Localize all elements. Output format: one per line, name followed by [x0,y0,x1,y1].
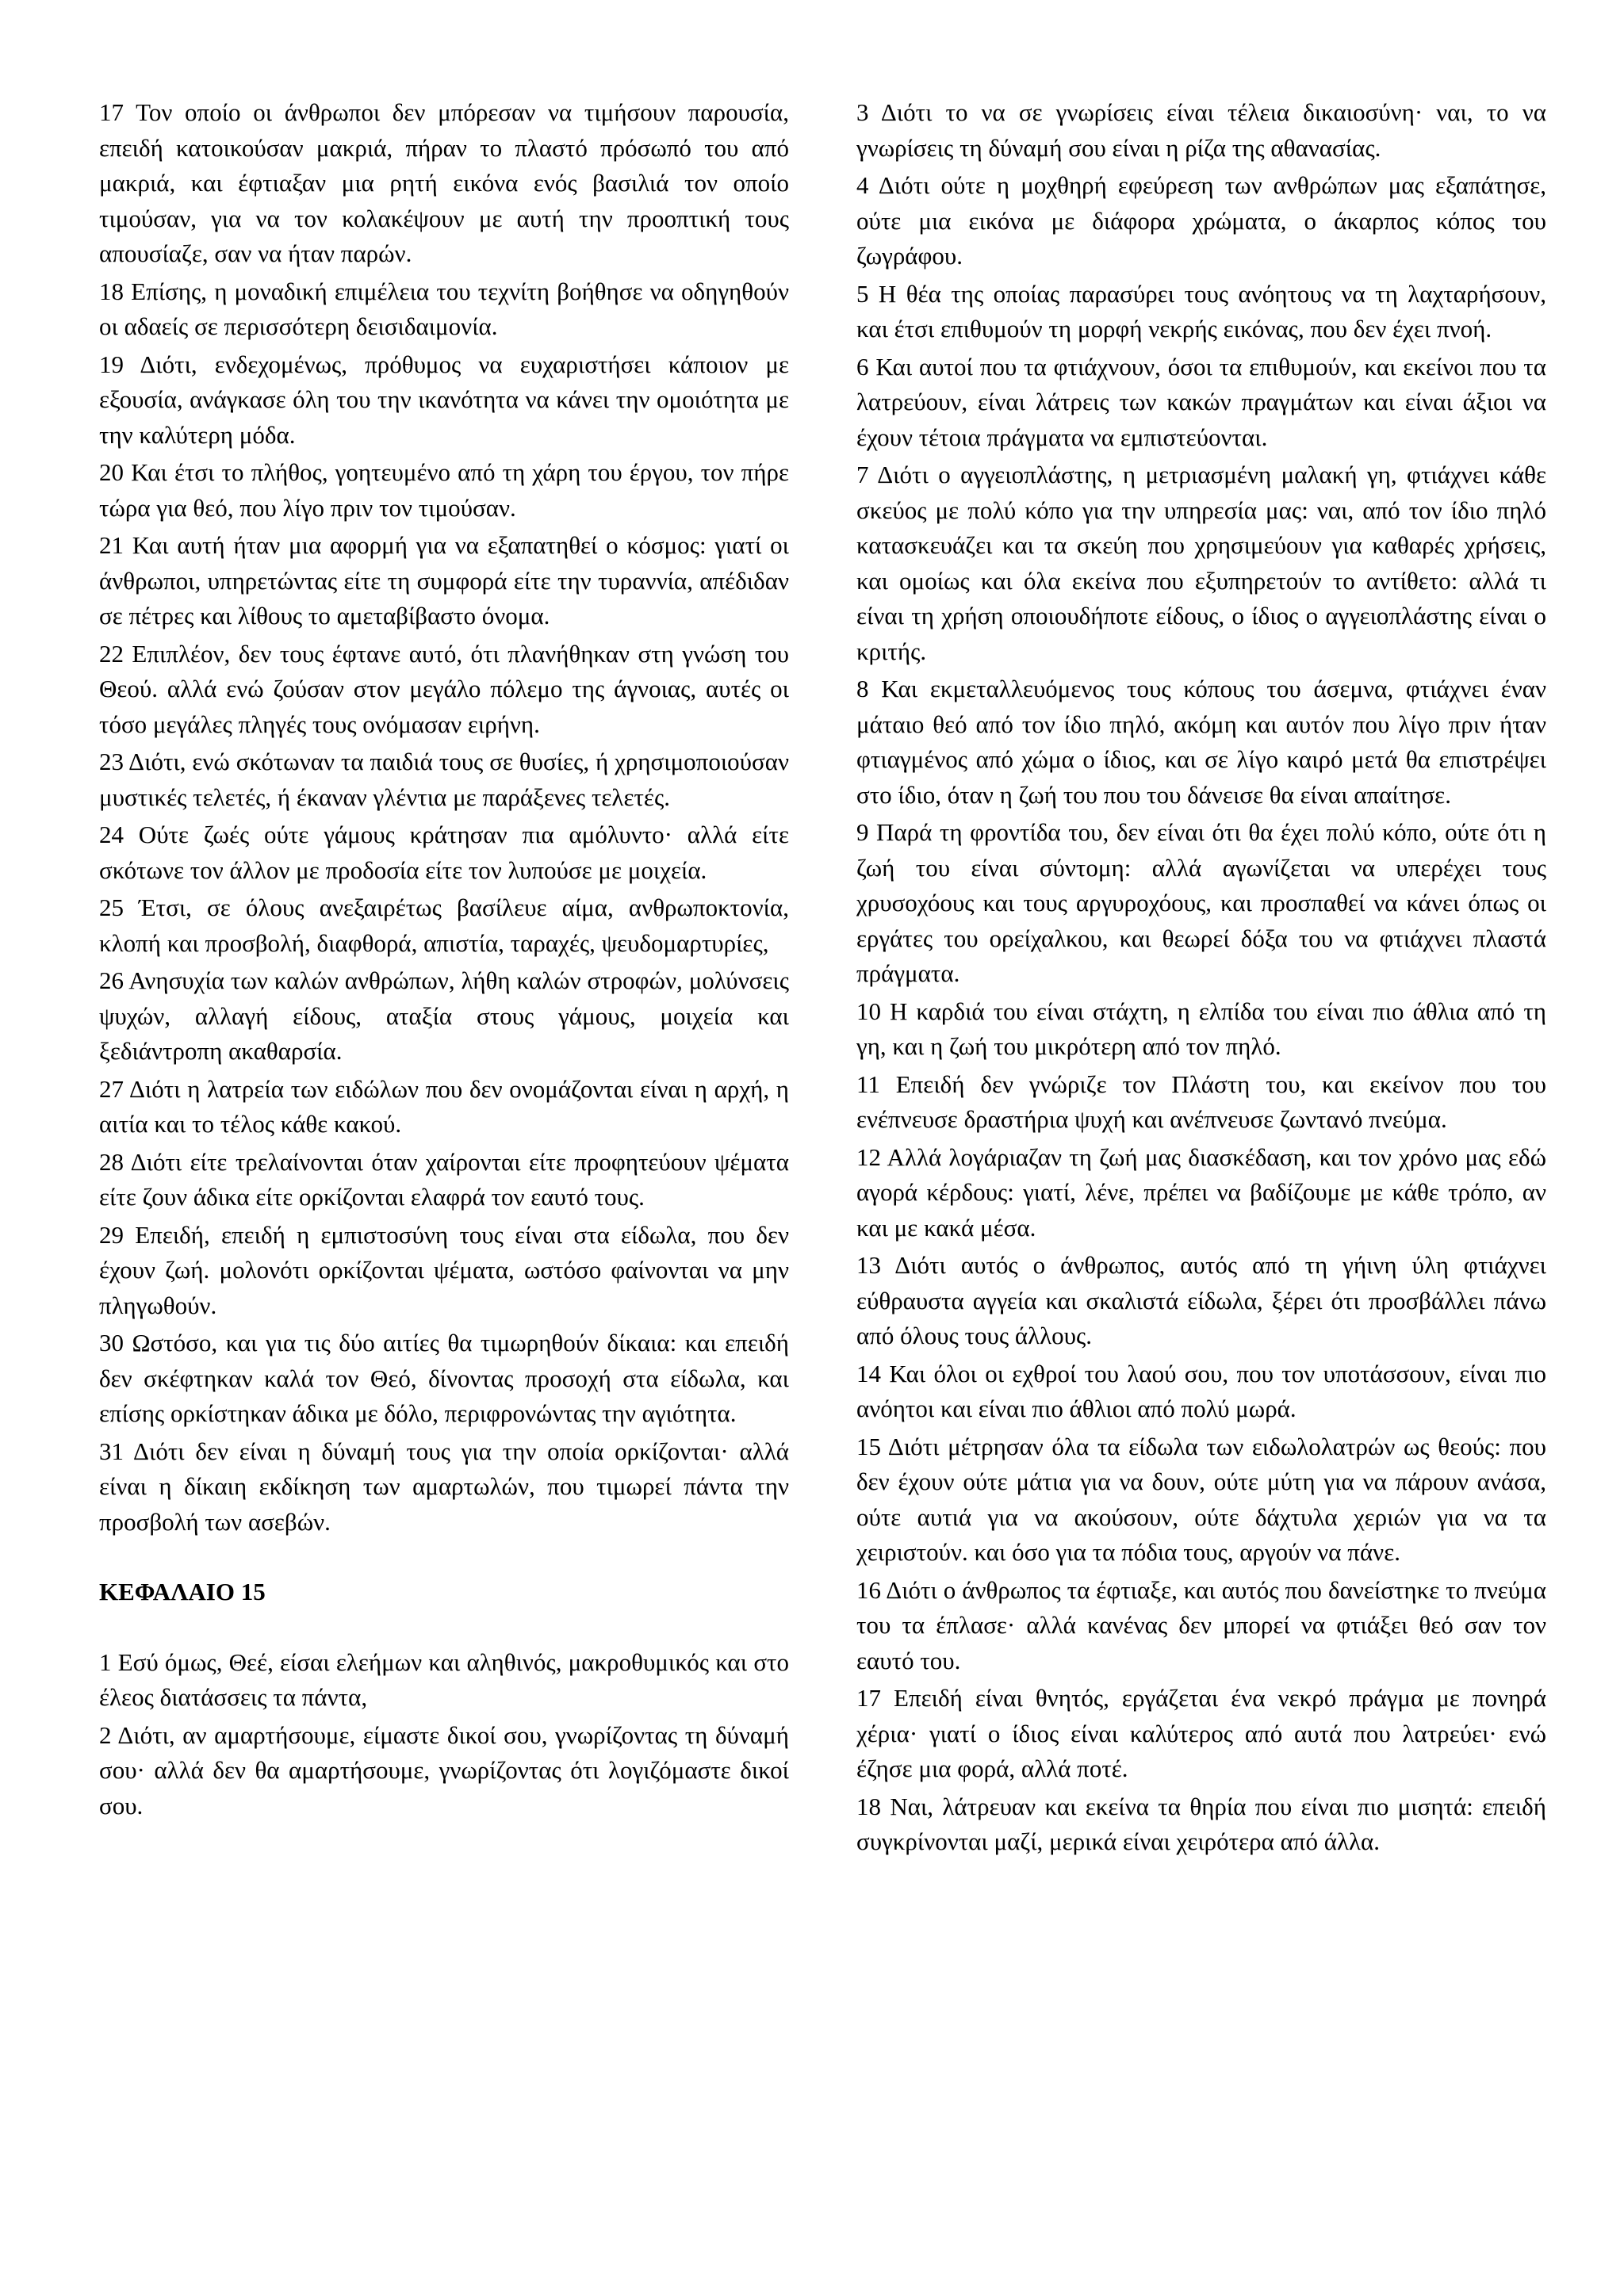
verse-paragraph: 18 Ναι, λάτρευαν και εκείνα τα θηρία που είναι πιο μισητά: επειδή συγκρίνονται μαζί, μερικά είναι χειρότερα από άλλα. [856,1792,1546,1855]
chapter-heading: ΚΕΦΑΛΑΙΟ 15 [99,1578,266,1605]
verse-paragraph: 2 Διότι, αν αμαρτήσουμε, είμαστε δικοί σου, γνωρίζοντας τη δύναμή σου· αλλά δεν θα αμαρτήσουμε, γνωρίζοντας ότι λογιζόμαστε δικοί σου. [99,1720,789,1820]
verse-paragraph: 25 Έτσι, σε όλους ανεξαιρέτως βασίλευε αίμα, ανθρωποκτονία, κλοπή και προσβολή, διαφθορά, απιστία, ταραχές, ψευδομαρτυρίες, [99,894,789,957]
verse-paragraph: 3 Διότι το να σε γνωρίσεις είναι τέλεια δικαιοσύνη· ναι, το να γνωρίσεις τη δύναμή σου είναι η ρίζα της αθανασίας. [856,98,1546,162]
verse-paragraph: 15 Διότι μέτρησαν όλα τα είδωλα των ειδωλολατρών ως θεούς: που δεν έχουν ούτε μάτια για να δουν, ούτε μύτη για να πάρουν ανάσα, ούτε αυτιά για να ακούσουν, ούτε δάχτυλα χεριών για να τα χειριστούν. και όσο για τα πόδια τους, αργούν να πάνε. [856,1432,1546,1566]
right-column [856,95,1546,1862]
verse-paragraph: 30 Ωστόσο, και για τις δύο αιτίες θα τιμωρηθούν δίκαια: και επειδή δεν σκέφτηκαν καλά τον Θεό, δίνοντας προσοχή στα είδωλα, και επίσης ορκίστηκαν άδικα με δόλο, περιφρονώντας την αγιότητα. [99,1329,789,1427]
verse-paragraph: 27 Διότι η λατρεία των ειδώλων που δεν ονομάζονται είναι η αρχή, η αιτία και το τέλος κάθε κακού. [99,1074,789,1138]
verse-paragraph: 22 Επιπλέον, δεν τους έφτανε αυτό, ότι πλανήθηκαν στη γνώση του Θεού. αλλά ενώ ζούσαν στον μεγάλο πόλεμο της άγνοιας, αυτές οι τόσο μεγάλες πληγές τους ονόμασαν ειρήνη. [99,639,789,738]
verse-paragraph: 28 Διότι είτε τρελαίνονται όταν χαίρονται είτε προφητεύουν ψέματα είτε ζουν άδικα είτε ορκίζονται ελαφρά τον εαυτό τους. [99,1147,789,1211]
verse-paragraph: 6 Και αυτοί που τα φτιάχνουν, όσοι τα επιθυμούν, και εκείνοι που τα λατρεύουν, είναι λάτρεις των κακών πραγμάτων και είναι άξιοι να έχουν τέτοια πράγματα να εμπιστεύονται. [856,352,1546,451]
verse-paragraph: 5 Η θέα της οποίας παρασύρει τους ανόητους να τη λαχταρήσουν, και έτσι επιθυμούν τη μορφή νεκρής εικόνας, που δεν έχει πνοή. [856,279,1546,342]
right-verses-block [856,95,1546,1860]
verse-paragraph: 23 Διότι, ενώ σκότωναν τα παιδιά τους σε θυσίες, ή χρησιμοποιούσαν μυστικές τελετές, ή έκαναν γλέντια με παράξενες τελετές. [99,748,789,811]
verse-paragraph: 11 Επειδή δεν γνώριζε τον Πλάστη του, και εκείνον που του ενέπνευσε δραστήρια ψυχή και ανέπνευσε ζωντανό πνεύμα. [856,1070,1546,1133]
verse-paragraph: 1 Εσύ όμως, Θεέ, είσαι ελεήμων και αληθινός, μακροθυμικός και στο έλεος διατάσσεις τα πάντα, [99,1647,789,1711]
verse-paragraph: 26 Ανησυχία των καλών ανθρώπων, λήθη καλών στροφών, μολύνσεις ψυχών, αλλαγή είδους, αταξία στους γάμους, μοιχεία και ξεδιάντροπη ακαθαρσία. [99,966,789,1065]
verse-paragraph: 13 Διότι αυτός ο άνθρωπος, αυτός από τη γήινη ύλη φτιάχνει εύθραυστα αγγεία και σκαλιστά είδωλα, ξέρει ότι προσβάλλει πάνω από όλους τους άλλους. [856,1251,1546,1349]
verse-paragraph: 14 Και όλοι οι εχθροί του λαού σου, που τον υποτάσσουν, είναι πιο ανόητοι και είναι πιο άθλιοι από πολύ μωρά. [856,1359,1546,1422]
verse-paragraph: 17 Επειδή είναι θνητός, εργάζεται ένα νεκρό πράγμα με πονηρά χέρια· γιατί ο ίδιος είναι καλύτερος από αυτά που λατρεύει· ενώ έζησε μια φορά, αλλά ποτέ. [856,1684,1546,1782]
verse-paragraph: 21 Και αυτή ήταν μια αφορμή για να εξαπατηθεί ο κόσμος: γιατί οι άνθρωποι, υπηρετώντας είτε τη συμφορά είτε την τυραννία, απέδιδαν σε πέτρες και λίθους το αμεταβίβαστο όνομα. [99,531,789,629]
verse-paragraph: 24 Ούτε ζωές ούτε γάμους κράτησαν πια αμόλυντο· αλλά είτε σκότωνε τον άλλον με προδοσία είτε τον λυπούσε με μοιχεία. [99,821,789,884]
verse-paragraph: 7 Διότι ο αγγειοπλάστης, η μετριασμένη μαλακή γη, φτιάχνει κάθε σκεύος με πολύ κόπο για την υπηρεσία μας: ναι, από τον ίδιο πηλό κατασκευάζει και τα σκεύη που χρησιμεύουν για καθαρές χρήσεις, και ομοίως και όλα εκείνα που εξυπηρετούν το αντίθετο: αλλά τι είναι τη χρήση οποιουδήποτε είδους, ο ίδιος ο αγγειοπλάστης είναι ο κριτής. [856,461,1546,665]
verse-paragraph: 19 Διότι, ενδεχομένως, πρόθυμος να ευχαριστήσει κάποιον με εξουσία, ανάγκασε όλη του την ικανότητα να κάνει την ομοιότητα με την καλύτερη μόδα. [99,350,789,449]
verse-paragraph: 31 Διότι δεν είναι η δύναμή τους για την οποία ορκίζονται· αλλά είναι η δίκαιη εκδίκηση των αμαρτωλών, που τιμωρεί πάντα την προσβολή των ασεβών. [99,1437,789,1536]
verse-paragraph: 20 Και έτσι το πλήθος, γοητευμένο από τη χάρη του έργου, τον πήρε τώρα για θεό, που λίγο πριν τον τιμούσαν. [99,458,789,522]
verse-paragraph: 9 Παρά τη φροντίδα του, δεν είναι ότι θα έχει πολύ κόπο, ούτε ότι η ζωή του είναι σύντομη: αλλά αγωνίζεται να υπερέχει τους χρυσοχόους και τους αργυροχόους, και προσπαθεί να κάνει όπως οι εργάτες του ορείχαλκου, και θεωρεί δόξα του να φτιάχνει πλαστά πράγματα. [856,818,1546,987]
verse-paragraph: 4 Διότι ούτε η μοχθηρή εφεύρεση των ανθρώπων μας εξαπάτησε, ούτε μια εικόνα με διάφορα χρώματα, ο άκαρπος κόπος του ζωγράφου. [856,171,1546,270]
verse-paragraph: 8 Και εκμεταλλευόμενος τους κόπους του άσεμνα, φτιάχνει έναν μάταιο θεό από τον ίδιο πηλό, ακόμη και αυτόν που λίγο πριν ήταν φτιαγμένος από χώμα ο ίδιος, και σε λίγο καιρό μετά θα επιστρέψει στο ίδιο, όταν η ζωή του που του δάνεισε θα είναι απαίτησε. [856,675,1546,809]
verse-paragraph: 16 Διότι ο άνθρωπος τα έφτιαξε, και αυτός που δανείστηκε το πνεύμα του τα έπλασε· αλλά κανένας δεν μπορεί να φτιάξει θεό σαν τον εαυτό του. [856,1575,1546,1674]
verse-paragraph: 17 Τον οποίο οι άνθρωποι δεν μπόρεσαν να τιμήσουν παρουσία, επειδή κατοικούσαν μακριά, πήραν το πλαστό πρόσωπό του από μακριά, και έφτιαξαν μια ρητή εικόνα ενός βασιλιά τον οποίο τιμούσαν, για να τον κολακέψουν με αυτή την προοπτική τους απουσίαζε, σαν να ήταν παρών. [99,98,789,267]
verse-paragraph: 12 Αλλά λογάριαζαν τη ζωή μας διασκέδαση, και τον χρόνο μας εδώ αγορά κέρδους: γιατί, λένε, πρέπει να βαδίζουμε με κάθε τρόπο, αν και με κακά μέσα. [856,1142,1546,1242]
verse-paragraph: 18 Επίσης, η μοναδική επιμέλεια του τεχνίτη βοήθησε να οδηγηθούν οι αδαείς σε περισσότερη δεισιδαιμονία. [99,277,789,340]
left-verses-block [99,95,789,1540]
verse-paragraph: 29 Επειδή, επειδή η εμπιστοσύνη τους είναι στα είδωλα, που δεν έχουν ζωή. μολονότι ορκίζονται ψέματα, ωστόσο φαίνονται να μην πληγωθούν. [99,1220,789,1319]
chapter-15-verses-block [99,1645,789,1824]
verse-paragraph: 10 Η καρδιά του είναι στάχτη, η ελπίδα του είναι πιο άθλια από τη γη, και η ζωή του μικρότερη από τον πηλό. [856,997,1546,1060]
left-column [99,95,789,1826]
